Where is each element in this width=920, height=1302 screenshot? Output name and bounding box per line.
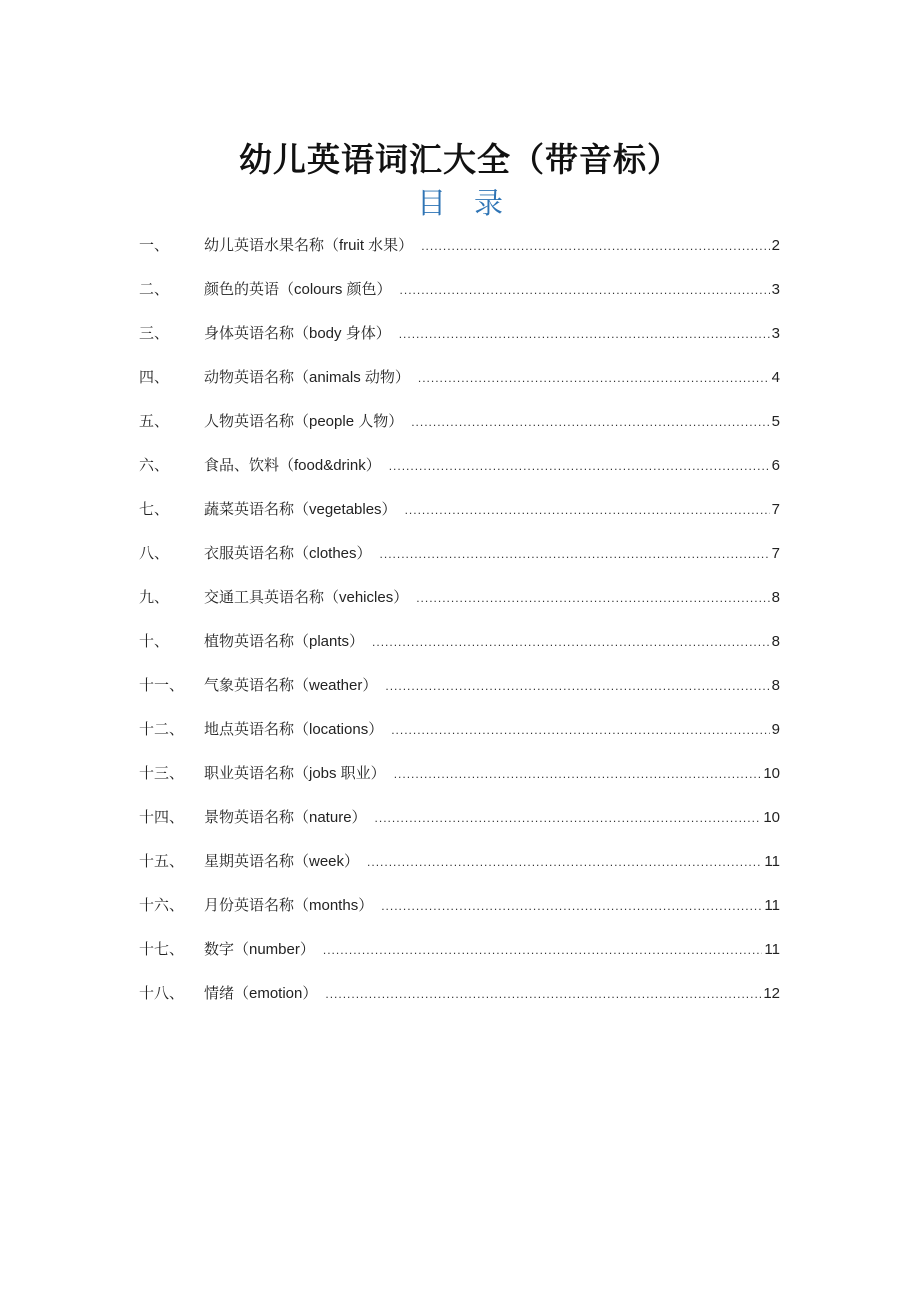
toc-entry[interactable] (139, 584, 780, 628)
toc-entry-page[interactable]: 4 (771, 369, 780, 386)
toc-entry-label[interactable]: 职业英语名称（jobs 职业） (204, 765, 386, 782)
toc-entry-page[interactable]: 6 (771, 457, 780, 474)
toc-entry[interactable] (139, 936, 780, 980)
toc-entry-label[interactable]: 身体英语名称（body 身体） (204, 325, 391, 342)
toc-entry-label[interactable]: 交通工具英语名称（vehicles） (204, 589, 409, 606)
toc-entry-number: 十一、 (139, 677, 185, 694)
toc-entry-number: 十二、 (139, 721, 185, 738)
toc-entry[interactable] (139, 760, 780, 804)
toc-entry-number: 三、 (139, 325, 170, 342)
toc-leader-dots (323, 936, 763, 964)
toc-entry-number: 十六、 (139, 897, 185, 914)
toc-entry-page[interactable]: 9 (771, 721, 780, 738)
toc-entry[interactable] (139, 628, 780, 672)
toc-entry-number: 八、 (139, 545, 170, 562)
toc-entry-label[interactable]: 食品、饮料（food&drink） (204, 457, 381, 474)
toc-leader-dots (416, 584, 769, 612)
toc-leader-dots (391, 716, 769, 744)
toc-entry-page[interactable]: 8 (771, 677, 780, 694)
toc-entry-number: 二、 (139, 281, 170, 298)
toc-leader-dots (405, 496, 770, 524)
document-title: 幼儿英语词汇大全（带音标） (239, 140, 681, 180)
toc-leader-dots (400, 276, 770, 304)
toc-leader-dots (381, 892, 762, 920)
toc-entry-label[interactable]: 衣服英语名称（clothes） (204, 545, 372, 562)
toc-entry-page[interactable]: 11 (764, 941, 780, 958)
toc-entry-page[interactable]: 10 (763, 765, 780, 782)
toc-entry-label[interactable]: 气象英语名称（weather） (204, 677, 378, 694)
toc-leader-dots (411, 408, 769, 436)
toc-entry-label[interactable]: 颜色的英语（colours 颜色） (204, 281, 392, 298)
toc-leader-dots (421, 232, 769, 260)
toc-entry[interactable] (139, 320, 780, 364)
toc-entry-page[interactable]: 3 (771, 281, 780, 298)
toc-entry[interactable] (139, 540, 780, 584)
toc-entry-number: 十四、 (139, 809, 185, 826)
toc-leader-dots (394, 760, 762, 788)
toc-entry[interactable] (139, 496, 780, 540)
toc-entry-label[interactable]: 植物英语名称（plants） (204, 633, 365, 650)
toc-leader-dots (418, 364, 770, 392)
table-of-contents (139, 232, 780, 1024)
toc-entry-label[interactable]: 月份英语名称（months） (204, 897, 374, 914)
toc-leader-dots (372, 628, 770, 656)
toc-entry-number: 五、 (139, 413, 170, 430)
toc-leader-dots (389, 452, 770, 480)
toc-entry-number: 十八、 (139, 985, 185, 1002)
toc-entry[interactable] (139, 232, 780, 276)
toc-leader-dots (399, 320, 770, 348)
toc-entry-page[interactable]: 8 (771, 589, 780, 606)
toc-entry[interactable] (139, 848, 780, 892)
toc-entry-page[interactable]: 3 (771, 325, 780, 342)
toc-leader-dots (375, 804, 762, 832)
toc-entry-number: 六、 (139, 457, 170, 474)
toc-entry[interactable] (139, 364, 780, 408)
toc-entry-page[interactable]: 10 (763, 809, 780, 826)
toc-entry-number: 一、 (139, 237, 170, 254)
toc-entry-page[interactable]: 12 (763, 985, 780, 1002)
toc-leader-dots (380, 540, 770, 568)
toc-entry-label[interactable]: 星期英语名称（week） (204, 853, 360, 870)
toc-entry[interactable] (139, 804, 780, 848)
toc-entry-label[interactable]: 幼儿英语水果名称（fruit 水果） (204, 237, 414, 254)
toc-heading: 目录 (416, 186, 531, 220)
toc-entry-label[interactable]: 人物英语名称（people 人物） (204, 413, 404, 430)
toc-entry[interactable] (139, 892, 780, 936)
toc-entry-number: 十五、 (139, 853, 185, 870)
toc-entry[interactable] (139, 276, 780, 320)
toc-entry[interactable] (139, 408, 780, 452)
toc-leader-dots (325, 980, 761, 1008)
toc-entry-number: 十七、 (139, 941, 185, 958)
toc-entry-label[interactable]: 景物英语名称（nature） (204, 809, 367, 826)
toc-entry-page[interactable]: 5 (771, 413, 780, 430)
toc-entry[interactable] (139, 672, 780, 716)
toc-entry-page[interactable]: 2 (771, 237, 780, 254)
toc-entry-number: 九、 (139, 589, 170, 606)
toc-entry[interactable] (139, 716, 780, 760)
toc-entry-number: 四、 (139, 369, 170, 386)
toc-entry-page[interactable]: 7 (771, 501, 780, 518)
toc-entry-page[interactable]: 7 (771, 545, 780, 562)
toc-entry-label[interactable]: 情绪（emotion） (204, 985, 318, 1002)
toc-entry-number: 七、 (139, 501, 170, 518)
toc-leader-dots (385, 672, 769, 700)
toc-entry-label[interactable]: 蔬菜英语名称（vegetables） (204, 501, 397, 518)
toc-leader-dots (367, 848, 762, 876)
toc-entry-page[interactable]: 11 (764, 853, 780, 870)
toc-entry-label[interactable]: 数字（number） (204, 941, 315, 958)
toc-entry[interactable] (139, 452, 780, 496)
toc-entry-page[interactable]: 11 (764, 897, 780, 914)
toc-entry-page[interactable]: 8 (771, 633, 780, 650)
toc-entry-number: 十三、 (139, 765, 185, 782)
toc-entry[interactable] (139, 980, 780, 1024)
toc-entry-label[interactable]: 地点英语名称（locations） (204, 721, 384, 738)
toc-entry-label[interactable]: 动物英语名称（animals 动物） (204, 369, 410, 386)
toc-entry-number: 十、 (139, 633, 170, 650)
